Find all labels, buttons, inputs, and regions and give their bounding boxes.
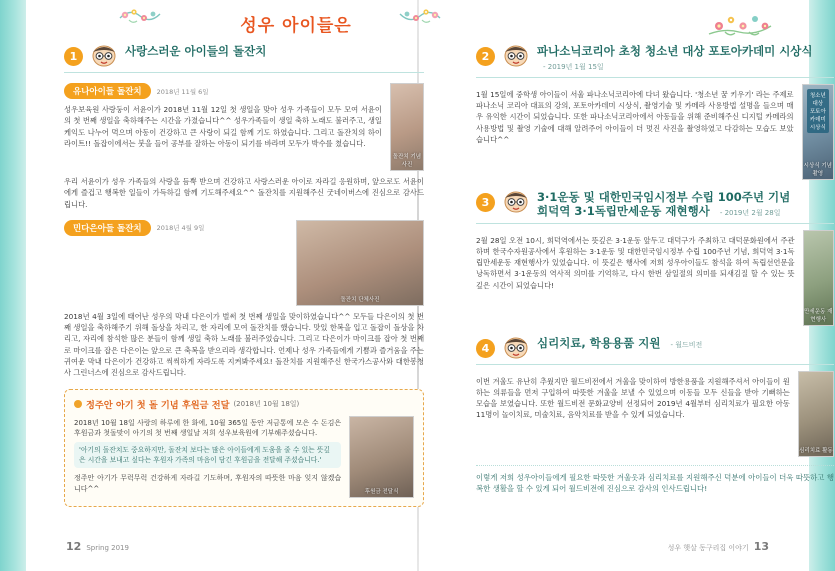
note-title: 정주안 아기 첫 돌 기념 후원금 전달 xyxy=(86,399,230,411)
section-date: - 월드비전 xyxy=(670,340,703,349)
child-face-icon xyxy=(501,334,531,360)
left-side-band xyxy=(0,0,26,571)
section-4 xyxy=(476,336,834,496)
child-face-icon xyxy=(89,42,119,68)
bullet-dot-icon xyxy=(74,400,82,408)
section-header-1 xyxy=(64,44,424,73)
photo-label: 시상식 기념촬영 xyxy=(803,162,832,177)
photo-label: 돌잔치 단체사진 xyxy=(340,296,380,303)
note-title-row xyxy=(74,397,414,411)
note-body: 2018년 10월 18일 사랑의 하루에 한 화에, 10월 365일 동안 저금통에 모은 수 돈김은 후원금과 첫돌맞이 아기의 첫 번째 생일날 저희 성우보육원에 기부해주셨습니다. xyxy=(74,418,342,438)
section-date: - 2019년 1월 15일 xyxy=(543,63,604,72)
section-date: - 2019년 2월 28일 xyxy=(719,209,781,218)
donation-note-box xyxy=(64,389,424,507)
article-photo xyxy=(390,83,424,171)
flower-corner-icon xyxy=(705,6,775,40)
article-body-2: 우리 서윤이가 성우 가족들의 사랑을 듬뿍 받으며 건강하고 사랑스러운 아이로 자라길 응원하며, 앞으로도 서윤이에게 즐겁고 행복한 일들이 가득하길 함께 기도해주세요^^ 돌잔치를 지원해주신 굿네이버스에 진심으로 감사드립니다. xyxy=(64,177,424,209)
page-number-right: 13 xyxy=(753,540,769,553)
section-title: 심리치료, 학용용품 지원 xyxy=(537,335,661,350)
child-face-icon xyxy=(501,42,531,68)
flower-garland-right-icon xyxy=(398,4,442,28)
right-column-closing: 이렇게 저희 성우아이들에게 필요한 따뜻한 겨울옷과 심리치료를 지원해주신 덕분에 아이들이 더욱 따뜻하고 행복한 생활을 할 수 있게 되어 월드비전에 진심으로 감사의 인사드립니다! xyxy=(476,465,834,496)
section-body: 이번 겨울도 유난히 추웠지만 월드비전에서 겨울을 맞이하여 방한용품을 지원해주셔서 아이들이 원하는 의류들을 먼저 구입하여 따뜻한 겨울을 보낼 수 있었으며 이동들 모두 신들을 받아 기뻐하는 모습을 보였습니다. 또한 월드비전 문화교양비 선정되어 2019년 4월부터 심리치료가 필요한 아동 11명이 놀이치료, 미술치료, 음악치료를 받을 수 있게 되었습니다. xyxy=(476,376,790,420)
section-title: 사랑스러운 아이들의 돌잔치 xyxy=(125,44,267,58)
section-photo xyxy=(803,230,834,326)
section-photo xyxy=(798,371,834,457)
footer-label-right: 성우 햇살 동구리집 이야기 xyxy=(667,544,749,552)
section-divider xyxy=(476,223,834,224)
left-column xyxy=(64,44,424,525)
section-divider xyxy=(476,364,834,365)
section-number-badge: 2 xyxy=(476,47,495,66)
footer-right xyxy=(668,540,769,553)
article-title-pill: 유나아이들 돌잔치 xyxy=(64,83,151,99)
section-photo xyxy=(802,84,834,180)
article-date: 2018년 4월 9일 xyxy=(156,224,205,233)
article-photo xyxy=(296,220,424,306)
footer-label-left: Spring 2019 xyxy=(86,544,129,552)
section-3 xyxy=(476,190,834,326)
section-body: 2월 28일 오전 10시, 희덕역에서는 뜻깊은 3·1운동 앞두고 대덕구가 주최하고 대덕문화원에서 주관하며 한국수자원공사에서 후원하는 3·1운동 및 대한민국임시정부 수립 100주년 기념, 희덕역 3·1독립만세운동 재현행사가 있었습니다. 이 뜻깊은 행사에 저희 성우아이들도 참석을 하여 독립선언문을 낭독하면서 3·1운동의 역사적 의미를 기억하고, 다시 한번 삼일절의 의미를 되새김질 할 수 있는 뜻 깊은 시간이 되었습니다! xyxy=(476,235,795,290)
article-body: 성우보육원 사랑둥이 서윤이가 2018년 11월 12일 첫 생일을 맞아 성우 가족들이 모두 모여 서윤이의 첫 번째 생일을 축하해주는 시간을 가졌습니다^^ 성우가족들이 생일 축하 노래도 불러주고, 생일 케익도 나누어 먹으며 아동이 건강하고 큰 사랑이 되길 함께 기도 하였습니다. 그리고 돌잔치의 하이라이트!! 돌잡이에서는 붓을 들어 공부를 잘하는 아동이 되기를 바라며 모두가 박수를 쳤습니다. xyxy=(64,105,382,148)
page-number-left: 12 xyxy=(66,540,82,553)
child-face-icon xyxy=(501,188,531,214)
note-quote: '아기의 돌잔치도 중요하지만, 돌잔치 보다는 많은 아이들에게 도움을 줄 수 있는 뜻깊은 시간을 보내고 싶다는 후원자 가족의 마음이 담긴 후원금을 전달해 주셨습니다.' xyxy=(74,442,341,468)
photo-label: 만세운동 재현행사 xyxy=(804,308,833,323)
note-date: (2018년 10월 18일) xyxy=(233,399,300,408)
article-body: 2018년 4월 3일에 태어난 성우의 막내 다은이가 벌써 첫 번째 생일을 맞이하였습니다^^ 모두들 다은이의 첫 번째 생일을 축하해주기 위해 돌상을 차리고, 한 자리에 모여 돌잔치를 했습니다. 맛있 한복을 입고 돌잡이 돌상을 차리고, 자리에 참석한 많은 분들이 함께 생일 축하 노래를 불러주었습니다. 그리고 다은이가 마이크를 잡아 첫 번째로 마이크를 잡은 다은이는 앞으로 큰 축복을 받으리라 생각합니다. 언제나 성우 가족들에게 기쁨과 즐거움을 주는 귀여운 막내 다은이가 건강하고 씩씩하게 자라도록 지켜봐주세요! 돌잔치를 지원해주신 한국가스공사와 대한봉청사 그린너스에 진심으로 감사드립니다. xyxy=(64,311,424,378)
page-sheet xyxy=(26,0,834,571)
note-photo xyxy=(349,416,414,498)
article-date: 2018년 11월 6일 xyxy=(156,87,209,96)
section-subtitle: 희덕역 3·1독립만세운동 재현행사 xyxy=(537,204,710,219)
section-number-badge: 3 xyxy=(476,193,495,212)
photo-caption: 청소년 대상 포토아카데미 시상식 xyxy=(807,89,829,133)
article-title-pill: 민다은아들 돌잔치 xyxy=(64,220,151,236)
photo-label: 심리치료 활동 xyxy=(799,447,833,454)
section-title: 3·1운동 및 대한민국임시정부 수립 100주년 기념 xyxy=(537,189,791,204)
section-number-badge: 1 xyxy=(64,47,83,66)
section-title: 파나소닉코리아 초청 청소년 대상 포토아카데미 시상식 xyxy=(537,44,813,58)
article-2 xyxy=(64,220,424,379)
photo-label: 돌잔치 기념사진 xyxy=(392,154,422,168)
section-divider xyxy=(476,77,834,78)
article-1 xyxy=(64,83,424,210)
banner-title: 성우 아이들은 xyxy=(240,15,352,36)
footer-left xyxy=(66,540,129,553)
section-body: 1월 15일에 중학생 아이들이 서울 파나소닉코리아에 다녀 왔습니다. '청소년 꿈 키우기' 라는 주제로 파나소닉 코리아 대표의 강의, 포토아카데미 시상식, 촬영기술 및 카메라 사용방법 설명을 들으며 매우 유익한 시간이 되었습니다. 또한 파나소닉코리아에서 아동들을 위해 준비해주신 디지털 카메라의 사용방법 및 촬영 기술에 대해 알려주어 아이들이 더 멋진 사진을 촬영하였고 다감하는 모습도 보았습니다^^ xyxy=(476,89,794,144)
photo-label: 후원금 전달식 xyxy=(364,488,399,495)
section-divider xyxy=(64,72,424,73)
note-closing: 정주안 아기가 무럭무럭 건강하게 자라길 기도하며, 후원자의 따뜻한 마음 잊지 않겠습니다^^ xyxy=(74,474,342,493)
right-column xyxy=(476,44,834,525)
section-2 xyxy=(476,44,834,180)
section-number-badge: 4 xyxy=(476,339,495,358)
